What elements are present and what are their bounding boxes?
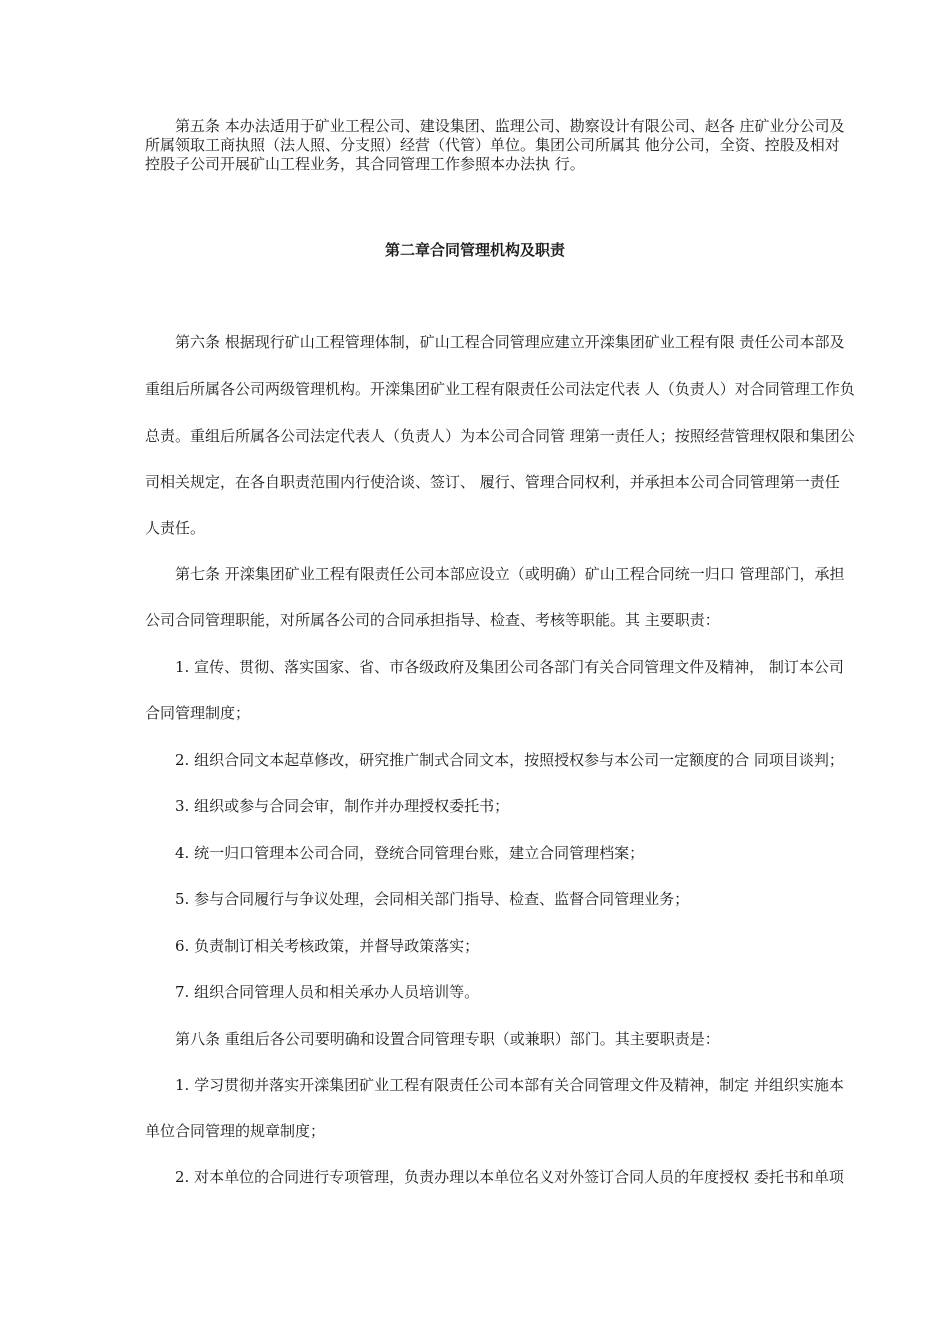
article6-line-3: 总责。重组后所属各公司法定代表人（负责人）为本公司合同管 理第一责任人；按照经营管理权限和集团公 <box>145 427 855 445</box>
article6-line-1: 第六条 根据现行矿山工程管理体制，矿山工程合同管理应建立开滦集团矿业工程有限 责任公司本部及 <box>145 333 845 351</box>
article8-item-1: 1. 学习贯彻并落实开滦集团矿业工程有限责任公司本部有关合同管理文件及精神，制定 并组织实施本 <box>145 1076 844 1094</box>
article8-item-1-cont: 单位合同管理的规章制度； <box>145 1122 326 1140</box>
article6-line-5: 人责任。 <box>145 519 206 537</box>
article7-line-1: 第七条 开滦集团矿业工程有限责任公司本部应设立（或明确）矿山工程合同统一归口 管理部门，承担 <box>145 565 845 583</box>
article7-item-3: 3. 组织或参与合同会审，制作并办理授权委托书； <box>145 797 510 815</box>
article8-line-1: 第八条 重组后各公司要明确和设置合同管理专职（或兼职）部门。其主要职责是： <box>145 1030 720 1048</box>
chapter-title: 第二章合同管理机构及职责 <box>384 241 565 259</box>
article7-item-2: 2. 组织合同文本起草修改，研究推广制式合同文本，按照授权参与本公司一定额度的合 同项目谈判； <box>145 751 844 769</box>
article7-item-4: 4. 统一归口管理本公司合同，登统合同管理台账，建立合同管理档案； <box>145 844 645 862</box>
article7-item-5: 5. 参与合同履行与争议处理，会同相关部门指导、检查、监督合同管理业务； <box>145 890 690 908</box>
article8-item-2: 2. 对本单位的合同进行专项管理，负责办理以本单位名义对外签订合同人员的年度授权 委托书和单项 <box>145 1168 844 1186</box>
article5-line-1: 第五条 本办法适用于矿业工程公司、建设集团、监理公司、勘察设计有限公司、赵各 庄矿业分公司及 <box>145 117 845 135</box>
article7-item-6: 6. 负责制订相关考核政策，并督导政策落实； <box>145 937 480 955</box>
article7-item-1-cont: 合同管理制度； <box>145 704 251 722</box>
article5-line-2: 所属领取工商执照（法人照、分支照）经营（代管）单位。集团公司所属其 他分公司，全资、控股及相对 <box>145 136 840 154</box>
article7-line-2: 公司合同管理职能，对所属各公司的合同承担指导、检查、考核等职能。其 主要职责： <box>145 611 720 629</box>
article6-line-4: 司相关规定，在各自职责范围内行使洽谈、签订、 履行、管理合同权利，并承担本公司合同管理第一责任 <box>145 473 840 491</box>
article5-line-3: 控股子公司开展矿山工程业务，其合同管理工作参照本办法执 行。 <box>145 155 585 173</box>
article7-item-7: 7. 组织合同管理人员和相关承办人员培训等。 <box>145 983 480 1001</box>
article7-item-1: 1. 宣传、贯彻、落实国家、省、市各级政府及集团公司各部门有关合同管理文件及精神， 制订本公司 <box>145 658 844 676</box>
article6-line-2: 重组后所属各公司两级管理机构。开滦集团矿业工程有限责任公司法定代表 人（负责人）对合同管理工作负 <box>145 380 855 398</box>
